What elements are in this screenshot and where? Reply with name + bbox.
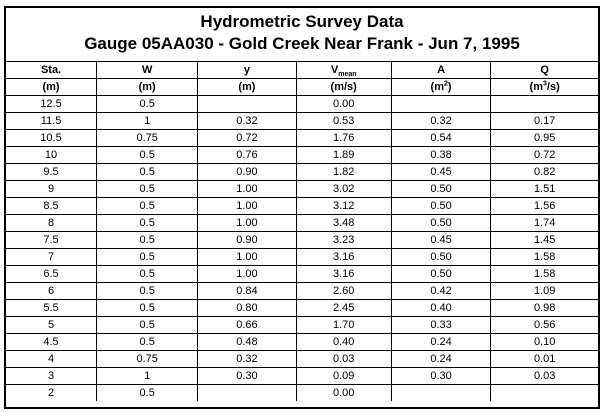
cell-q: 1.45 xyxy=(491,232,598,249)
table-row xyxy=(6,283,598,300)
header-sta: Sta. xyxy=(6,62,97,79)
cell-sta: 4 xyxy=(6,351,97,368)
cell-v: 2.45 xyxy=(296,300,391,317)
cell-y: 0.90 xyxy=(198,164,296,181)
cell-q: 1.09 xyxy=(491,283,598,300)
cell-a: 0.33 xyxy=(391,317,490,334)
cell-w: 0.5 xyxy=(97,249,198,266)
cell-q xyxy=(491,385,598,402)
cell-y: 1.00 xyxy=(198,215,296,232)
cell-w: 0.75 xyxy=(97,351,198,368)
cell-y: 0.48 xyxy=(198,334,296,351)
cell-y: 1.00 xyxy=(198,198,296,215)
unit-v: (m/s) xyxy=(296,79,391,96)
cell-y: 1.00 xyxy=(198,249,296,266)
table-title: Hydrometric Survey Data xyxy=(200,12,404,31)
cell-a: 0.45 xyxy=(391,232,490,249)
cell-y: 0.32 xyxy=(198,351,296,368)
cell-sta: 9 xyxy=(6,181,97,198)
survey-table-frame xyxy=(4,6,600,409)
cell-sta: 3 xyxy=(6,368,97,385)
table-row xyxy=(6,147,598,164)
units-row xyxy=(6,79,598,96)
cell-v: 2.60 xyxy=(296,283,391,300)
cell-sta: 2 xyxy=(6,385,97,402)
header-vmean-sub: mean xyxy=(338,70,357,78)
cell-w: 0.5 xyxy=(97,283,198,300)
cell-sta: 6.5 xyxy=(6,266,97,283)
table-row xyxy=(6,266,598,283)
cell-v: 0.03 xyxy=(296,351,391,368)
cell-a: 0.50 xyxy=(391,198,490,215)
header-vmean xyxy=(296,62,391,79)
cell-y xyxy=(198,385,296,402)
cell-v: 0.00 xyxy=(296,96,391,113)
cell-w: 0.5 xyxy=(97,232,198,249)
unit-q-sup: 3 xyxy=(543,79,547,87)
cell-q: 0.95 xyxy=(491,130,598,147)
cell-v: 1.89 xyxy=(296,147,391,164)
cell-a: 0.50 xyxy=(391,215,490,232)
cell-w: 0.5 xyxy=(97,96,198,113)
cell-v: 0.09 xyxy=(296,368,391,385)
cell-sta: 8.5 xyxy=(6,198,97,215)
cell-v: 3.16 xyxy=(296,266,391,283)
header-w: W xyxy=(97,62,198,79)
cell-a: 0.50 xyxy=(391,249,490,266)
cell-q: 0.10 xyxy=(491,334,598,351)
cell-sta: 7 xyxy=(6,249,97,266)
survey-data-table xyxy=(6,62,598,401)
cell-v: 1.70 xyxy=(296,317,391,334)
table-body xyxy=(6,96,598,402)
cell-a xyxy=(391,385,490,402)
cell-q: 1.58 xyxy=(491,266,598,283)
cell-a: 0.45 xyxy=(391,164,490,181)
cell-sta: 10.5 xyxy=(6,130,97,147)
table-row xyxy=(6,130,598,147)
table-row xyxy=(6,113,598,130)
cell-q: 0.56 xyxy=(491,317,598,334)
cell-v: 3.48 xyxy=(296,215,391,232)
table-row xyxy=(6,351,598,368)
cell-y: 1.00 xyxy=(198,181,296,198)
cell-a: 0.24 xyxy=(391,351,490,368)
unit-w: (m) xyxy=(97,79,198,96)
cell-w: 0.5 xyxy=(97,385,198,402)
cell-w: 0.5 xyxy=(97,317,198,334)
table-subtitle: Gauge 05AA030 - Gold Creek Near Frank - Jun 7, 1995 xyxy=(84,34,520,53)
cell-sta: 5 xyxy=(6,317,97,334)
cell-y: 0.80 xyxy=(198,300,296,317)
table-row xyxy=(6,368,598,385)
cell-y: 0.30 xyxy=(198,368,296,385)
unit-a-sup: 2 xyxy=(444,79,448,87)
cell-q: 1.58 xyxy=(491,249,598,266)
cell-v: 0.53 xyxy=(296,113,391,130)
cell-y: 0.72 xyxy=(198,130,296,147)
cell-q: 0.17 xyxy=(491,113,598,130)
unit-a-post: ) xyxy=(447,80,452,93)
cell-v: 3.02 xyxy=(296,181,391,198)
cell-q: 0.03 xyxy=(491,368,598,385)
table-row xyxy=(6,300,598,317)
unit-q-pre: (m xyxy=(529,80,543,93)
header-row xyxy=(6,62,598,79)
cell-v: 3.16 xyxy=(296,249,391,266)
table-row xyxy=(6,96,598,113)
cell-sta: 12.5 xyxy=(6,96,97,113)
cell-a: 0.32 xyxy=(391,113,490,130)
table-row xyxy=(6,317,598,334)
title-block xyxy=(6,8,598,62)
cell-a: 0.38 xyxy=(391,147,490,164)
cell-v: 0.00 xyxy=(296,385,391,402)
cell-a: 0.54 xyxy=(391,130,490,147)
cell-a: 0.42 xyxy=(391,283,490,300)
cell-w: 0.5 xyxy=(97,147,198,164)
unit-q-post: /s) xyxy=(546,80,560,93)
cell-w: 0.5 xyxy=(97,300,198,317)
unit-q xyxy=(491,79,598,96)
cell-v: 1.76 xyxy=(296,130,391,147)
header-vmean-main: V xyxy=(330,63,339,76)
cell-w: 1 xyxy=(97,113,198,130)
cell-q: 1.74 xyxy=(491,215,598,232)
cell-sta: 10 xyxy=(6,147,97,164)
cell-y: 0.32 xyxy=(198,113,296,130)
cell-v: 1.82 xyxy=(296,164,391,181)
cell-w: 0.5 xyxy=(97,164,198,181)
cell-q: 0.98 xyxy=(491,300,598,317)
cell-w: 0.75 xyxy=(97,130,198,147)
cell-sta: 6 xyxy=(6,283,97,300)
cell-v: 0.40 xyxy=(296,334,391,351)
cell-sta: 5.5 xyxy=(6,300,97,317)
cell-q: 1.51 xyxy=(491,181,598,198)
cell-y: 1.00 xyxy=(198,266,296,283)
cell-w: 1 xyxy=(97,368,198,385)
table-row xyxy=(6,385,598,402)
cell-y: 0.90 xyxy=(198,232,296,249)
unit-y: (m) xyxy=(198,79,296,96)
cell-y xyxy=(198,96,296,113)
unit-sta: (m) xyxy=(6,79,97,96)
header-y: y xyxy=(198,62,296,79)
table-row xyxy=(6,198,598,215)
cell-w: 0.5 xyxy=(97,198,198,215)
cell-w: 0.5 xyxy=(97,266,198,283)
cell-a: 0.50 xyxy=(391,181,490,198)
unit-a-pre: (m xyxy=(430,80,444,93)
cell-q: 0.01 xyxy=(491,351,598,368)
table-row xyxy=(6,232,598,249)
cell-sta: 7.5 xyxy=(6,232,97,249)
cell-q xyxy=(491,96,598,113)
cell-w: 0.5 xyxy=(97,334,198,351)
unit-a xyxy=(391,79,490,96)
table-row xyxy=(6,164,598,181)
cell-y: 0.76 xyxy=(198,147,296,164)
cell-a: 0.30 xyxy=(391,368,490,385)
cell-v: 3.23 xyxy=(296,232,391,249)
cell-w: 0.5 xyxy=(97,215,198,232)
cell-sta: 4.5 xyxy=(6,334,97,351)
cell-q: 1.56 xyxy=(491,198,598,215)
table-row xyxy=(6,334,598,351)
cell-sta: 11.5 xyxy=(6,113,97,130)
cell-a xyxy=(391,96,490,113)
header-a: A xyxy=(391,62,490,79)
cell-sta: 9.5 xyxy=(6,164,97,181)
cell-a: 0.40 xyxy=(391,300,490,317)
cell-q: 0.82 xyxy=(491,164,598,181)
cell-a: 0.50 xyxy=(391,266,490,283)
cell-y: 0.66 xyxy=(198,317,296,334)
table-row xyxy=(6,249,598,266)
table-row xyxy=(6,215,598,232)
table-row xyxy=(6,181,598,198)
cell-q: 0.72 xyxy=(491,147,598,164)
cell-y: 0.84 xyxy=(198,283,296,300)
cell-w: 0.5 xyxy=(97,181,198,198)
cell-a: 0.24 xyxy=(391,334,490,351)
header-q: Q xyxy=(491,62,598,79)
cell-sta: 8 xyxy=(6,215,97,232)
cell-v: 3.12 xyxy=(296,198,391,215)
